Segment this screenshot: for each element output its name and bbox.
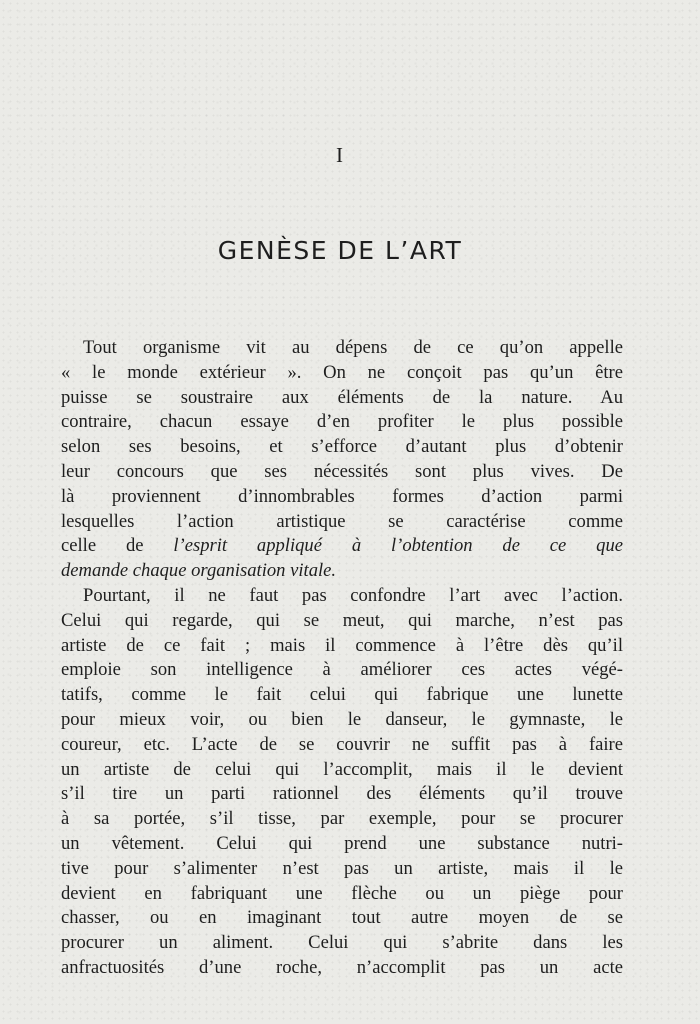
text-line-italic: l’esprit appliqué à l’obtention de ce que: [173, 535, 623, 557]
text-line: devient en fabriquant une flèche ou un piège pour: [61, 882, 623, 904]
text-line: artiste de ce fait ; mais il commence à l’être dès qu’il: [61, 634, 623, 656]
text-line: anfractuosités d’une roche, n’accomplit pas un acte: [61, 956, 623, 978]
body-text: [61, 336, 623, 981]
text-line: Celui qui regarde, qui se meut, qui marche, n’est pas: [61, 609, 623, 631]
text-line: à sa portée, s’il tisse, par exemple, pour se procurer: [61, 808, 623, 830]
text-line: Tout organisme vit au dépens de ce qu’on appelle: [83, 337, 623, 358]
text-line: Pourtant, il ne faut pas confondre l’art avec l’action.: [83, 584, 623, 606]
text-line: s’il tire un parti rationnel des éléments qu’il trouve: [61, 783, 623, 805]
text-line: lesquelles l’action artistique se caractérise comme: [61, 510, 623, 532]
text-line: contraire, chacun essaye d’en profiter le plus possible: [61, 411, 623, 433]
text-line: emploie son intelligence à améliorer ces actes végé-: [61, 659, 623, 681]
text-line-mixed: [61, 534, 623, 559]
text-line: procurer un aliment. Celui qui s’abrite dans les: [61, 932, 623, 954]
text-line: selon ses besoins, et s’efforce d’autant plus d’obtenir: [61, 436, 623, 458]
text-line: puisse se soustraire aux éléments de la nature. Au: [61, 386, 623, 408]
text-line: leur concours que ses nécessités sont plus vives. De: [61, 460, 623, 482]
text-line: un vêtement. Celui qui prend une substance nutri-: [61, 832, 623, 854]
chapter-number: I: [336, 143, 344, 167]
text-line-prefix: celle de: [61, 535, 174, 557]
chapter-title: GENÈSE DE L’ART: [217, 236, 463, 265]
text-line: un artiste de celui qui l’accomplit, mais il le devient: [61, 758, 623, 780]
text-line: « le monde extérieur ». On ne conçoit pas qu’un être: [61, 361, 623, 383]
text-line: tive pour s’alimenter n’est pas un artiste, mais il le: [61, 857, 623, 879]
text-line: là proviennent d’innombrables formes d’action parmi: [61, 485, 623, 507]
text-line: demande chaque organisation vitale.: [61, 560, 337, 582]
text-line: pour mieux voir, ou bien le danseur, le gymnaste, le: [61, 708, 623, 730]
text-line: chasser, ou en imaginant tout autre moyen de se: [61, 907, 623, 929]
text-line: tatifs, comme le fait celui qui fabrique une lunette: [61, 684, 623, 706]
text-line: coureur, etc. L’acte de se couvrir ne suffit pas à faire: [61, 733, 623, 755]
